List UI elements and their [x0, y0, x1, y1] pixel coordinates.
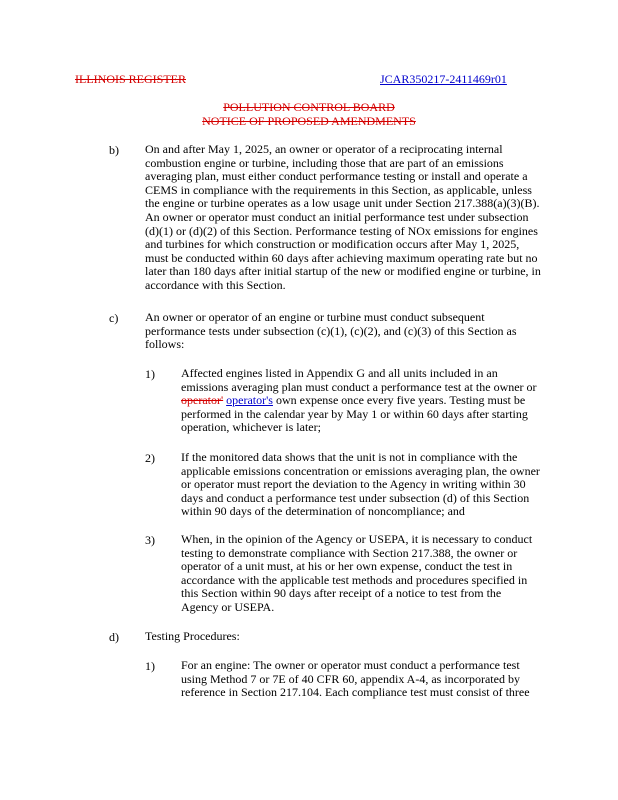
subsection-d-label: d) — [109, 630, 119, 644]
text-line: On and after May 1, 2025, an owner or operator of a reciprocating internal — [145, 142, 503, 156]
text-line: must be conducted within 60 days after achieving maximum operating rate but no — [145, 250, 538, 265]
text-line: later than 180 days after initial startup of the new or modified engine or turbine, in — [145, 264, 541, 279]
text-line: using Method 7 or 7E of 40 CFR 60, appendix A-4, as incorporated by — [181, 671, 520, 686]
text-line: An owner or operator of an engine or turbine must conduct subsequent — [145, 310, 485, 324]
text-line: the engine or turbine operates as a low usage unit under Section 217.388(a)(3)(B). — [145, 196, 540, 211]
notice-title: NOTICE OF PROPOSED AMENDMENTS — [202, 114, 416, 128]
text-line: this Section within 90 days after receipt of a notice to test from the — [181, 586, 502, 601]
text-line: testing to demonstrate compliance with Section 217.388, the owner or — [181, 545, 518, 560]
text-line: and turbines for which construction or modification occurs after May 1, 2025, — [145, 237, 520, 252]
agency-title: POLLUTION CONTROL BOARD — [223, 100, 395, 114]
text-line: Agency or USEPA. — [181, 599, 275, 614]
text-line: (d)(1) or (d)(2) of this Section. Performance testing of NOx emissions for engines — [145, 223, 538, 238]
text-line: For an engine: The owner or operator must conduct a performance test — [181, 658, 520, 672]
text-line: or operator must report the deviation to the Agency in writing within 30 — [181, 477, 526, 492]
item-c2-label: 2) — [145, 451, 155, 465]
item-c1-text — [181, 367, 537, 435]
text-line: follows: — [145, 337, 185, 352]
text-line: operator of a unit must, at his or her own expense, conduct the test in — [181, 559, 513, 574]
item-c2-text — [181, 451, 540, 519]
subsection-d-heading: Testing Procedures: — [145, 629, 240, 643]
text-line — [181, 394, 537, 408]
text-fragment: own expense once every five years. Testing must be — [272, 393, 526, 408]
text-line: accordance with the applicable test methods and procedures specified in — [181, 572, 528, 587]
inserted-text: operator's — [226, 393, 273, 408]
text-line: operation, whichever is later; — [181, 420, 321, 435]
text-line: within 90 days of the determination of noncompliance; and — [181, 504, 465, 519]
text-line: applicable emissions concentration or emissions averaging plan, the owner — [181, 463, 540, 478]
text-line: accordance with this Section. — [145, 277, 286, 292]
text-line: performance tests under subsection (c)(1), (c)(2), and (c)(3) of this Section as — [145, 323, 517, 338]
text-line: reference in Section 217.104. Each compliance test must consist of three — [181, 685, 530, 700]
subsection-c-text — [145, 311, 517, 352]
text-line: averaging plan, must either conduct performance testing or install and operate a — [145, 169, 528, 184]
subsection-c-label: c) — [109, 311, 119, 325]
text-line: Affected engines listed in Appendix G and all units included in an — [181, 366, 498, 380]
subsection-b-text — [145, 143, 541, 293]
deleted-text: operator' — [181, 393, 224, 408]
item-d1-label: 1) — [145, 659, 155, 673]
register-header: ILLINOIS REGISTER — [75, 72, 186, 86]
text-line: performed in the calendar year by May 1 or within 60 days after starting — [181, 406, 528, 421]
text-line: An owner or operator must conduct an initial performance test under subsection — [145, 209, 529, 224]
item-c1-label: 1) — [145, 367, 155, 381]
item-d1-text — [181, 659, 530, 700]
item-c3-text — [181, 533, 532, 615]
text-line: emissions averaging plan must conduct a performance test at the owner or — [181, 379, 537, 394]
text-line: combustion engine or turbine, including those that are part of an emissions — [145, 155, 504, 170]
document-id-link[interactable]: JCAR350217-2411469r01 — [380, 72, 507, 86]
item-c3-label: 3) — [145, 533, 155, 547]
text-line: When, in the opinion of the Agency or USEPA, it is necessary to conduct — [181, 532, 533, 546]
text-line: CEMS in compliance with the requirements in this Section, as applicable, unless — [145, 182, 532, 197]
text-line: days and conduct a performance test under subsection (d) of this Section — [181, 490, 530, 505]
text-line: If the monitored data shows that the unit is not in compliance with the — [181, 450, 518, 464]
subsection-b-label: b) — [109, 143, 119, 157]
